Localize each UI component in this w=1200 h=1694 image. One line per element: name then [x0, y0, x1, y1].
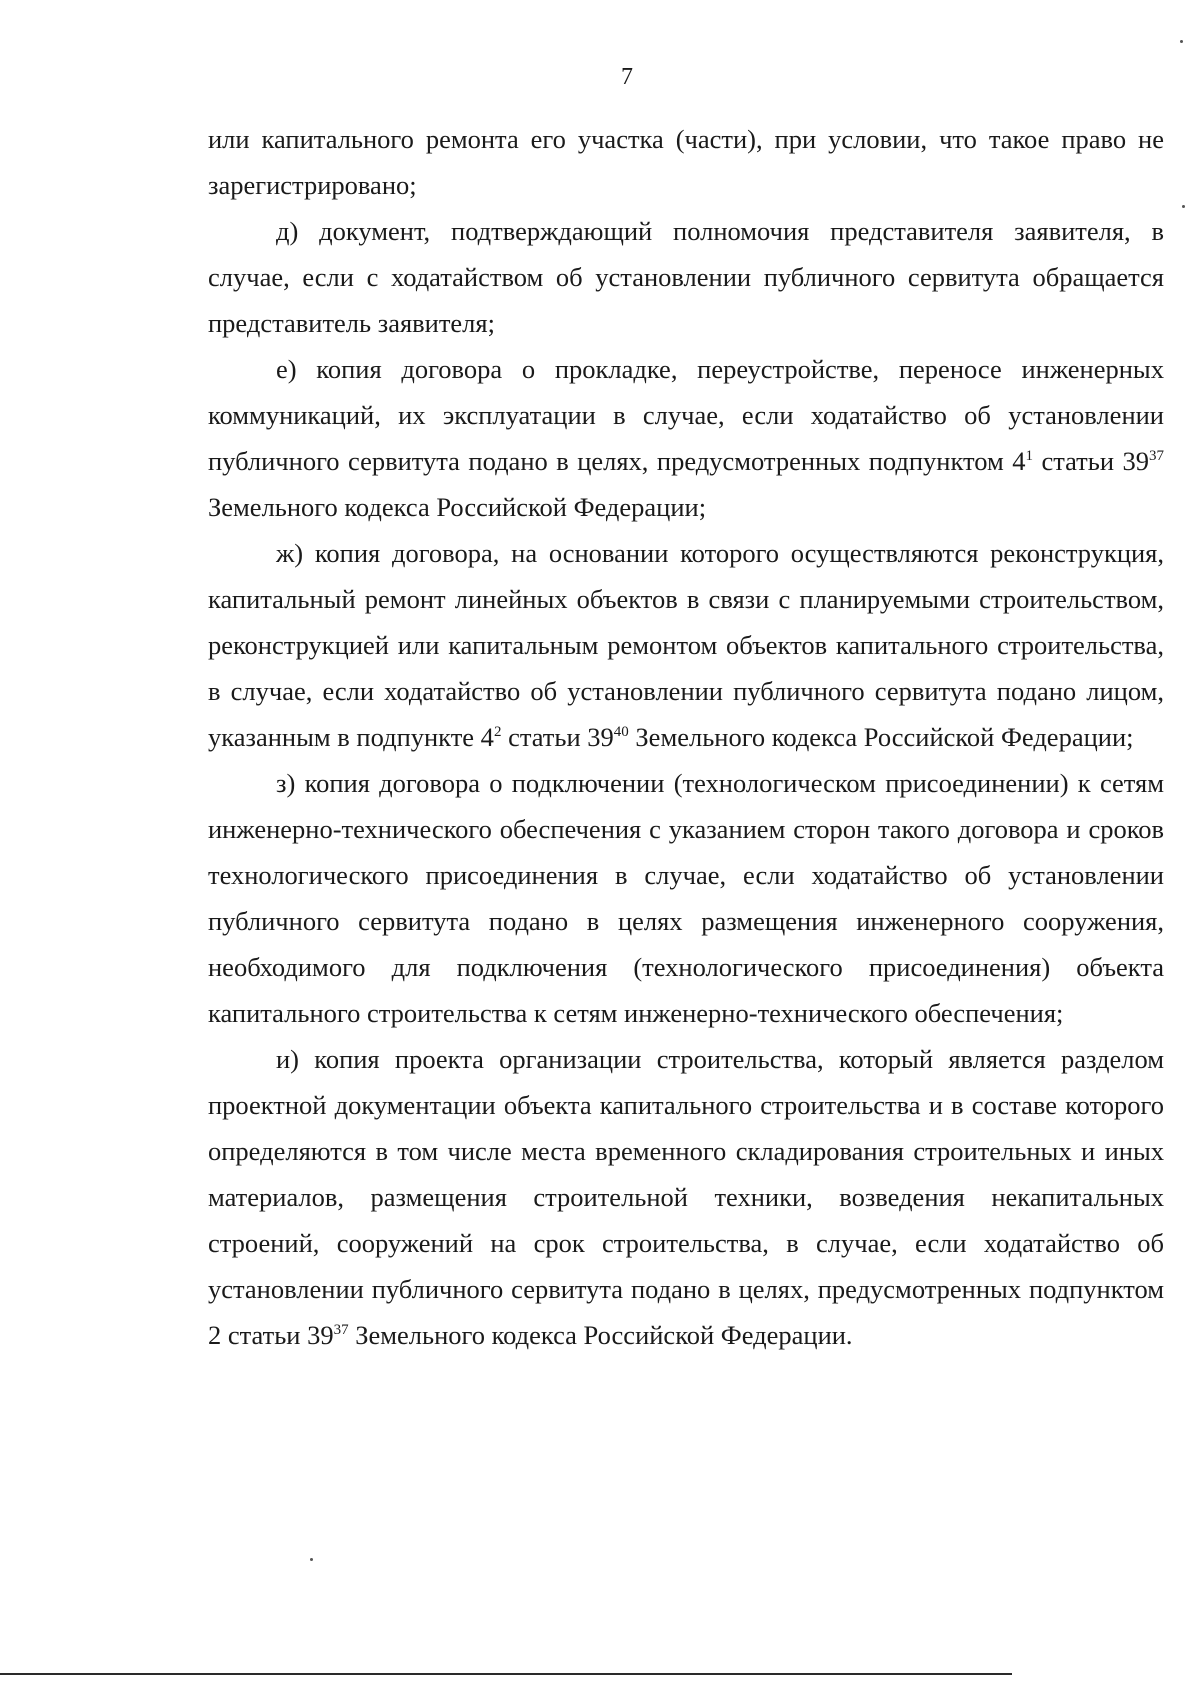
page-number: 7 [621, 64, 633, 90]
document-body [208, 116, 1164, 1358]
paragraph-item-zh [208, 530, 1164, 760]
paragraph-item-zh-text-1: ж) копия договора, на основании которого осуществляются реконструкция, капитальный ремонт линейных объектов в связи с планируемыми строительством, реконструкцией или капитальным ремонтом объектов капитального строительства, в случае, если ходатайство об установлении публичного сервитута подано лицом, указанным в подпункте 4 [208, 538, 1164, 752]
paragraph-item-e [208, 346, 1164, 530]
scan-speck [1182, 205, 1185, 208]
superscript: 1 [1025, 448, 1033, 465]
scan-speck [1180, 40, 1183, 43]
paragraph-item-zh-text-2: статьи 39 [501, 722, 614, 752]
superscript: 37 [333, 1322, 349, 1339]
scan-speck [310, 1558, 313, 1561]
paragraph-item-zh-text-3: Земельного кодекса Российской Федерации; [628, 722, 1134, 752]
paragraph-item-e-text-1: е) копия договора о прокладке, переустройстве, переносе инженерных коммуникаций, их эксплуатации в случае, если ходатайство об установлении публичного сервитута подано в целях, предусмотренных подпунктом 4 [208, 354, 1164, 476]
bottom-edge-line [0, 1673, 1012, 1675]
paragraph-item-i-text-1: и) копия проекта организации строительства, который является разделом проектной документации объекта капитального строительства и в составе которого определяются в том числе места временного складирования строительных и иных материалов, размещения строительной техники, возведения некапитальных строений, сооружений на срок строительства, в случае, если ходатайство об установлении публичного сервитута подано в целях, предусмотренных подпунктом 2 статьи 39 [208, 1044, 1164, 1350]
paragraph-item-e-text-3: Земельного кодекса Российской Федерации; [208, 492, 707, 522]
paragraph-item-e-text-2: статьи 39 [1032, 446, 1149, 476]
paragraph-item-i-text-2: Земельного кодекса Российской Федерации. [348, 1320, 853, 1350]
paragraph-item-z: з) копия договора о подключении (технологическом присоединении) к сетям инженерно-технического обеспечения с указанием сторон такого договора и сроков технологического присоединения в случае, если ходатайство об установлении публичного сервитута подано в целях размещения инженерного сооружения, необходимого для подключения (технологического присоединения) объекта капитального строительства к сетям инженерно-технического обеспечения; [208, 768, 1164, 1028]
paragraph-item-d: д) документ, подтверждающий полномочия представителя заявителя, в случае, если с ходатайством об установлении публичного сервитута обращается представитель заявителя; [208, 216, 1164, 338]
superscript: 40 [613, 724, 629, 741]
paragraph-item-i [208, 1036, 1164, 1358]
paragraph-continuation: или капитального ремонта его участка (части), при условии, что такое право не зарегистрировано; [208, 124, 1164, 200]
superscript: 2 [493, 724, 502, 741]
superscript: 37 [1149, 448, 1164, 465]
